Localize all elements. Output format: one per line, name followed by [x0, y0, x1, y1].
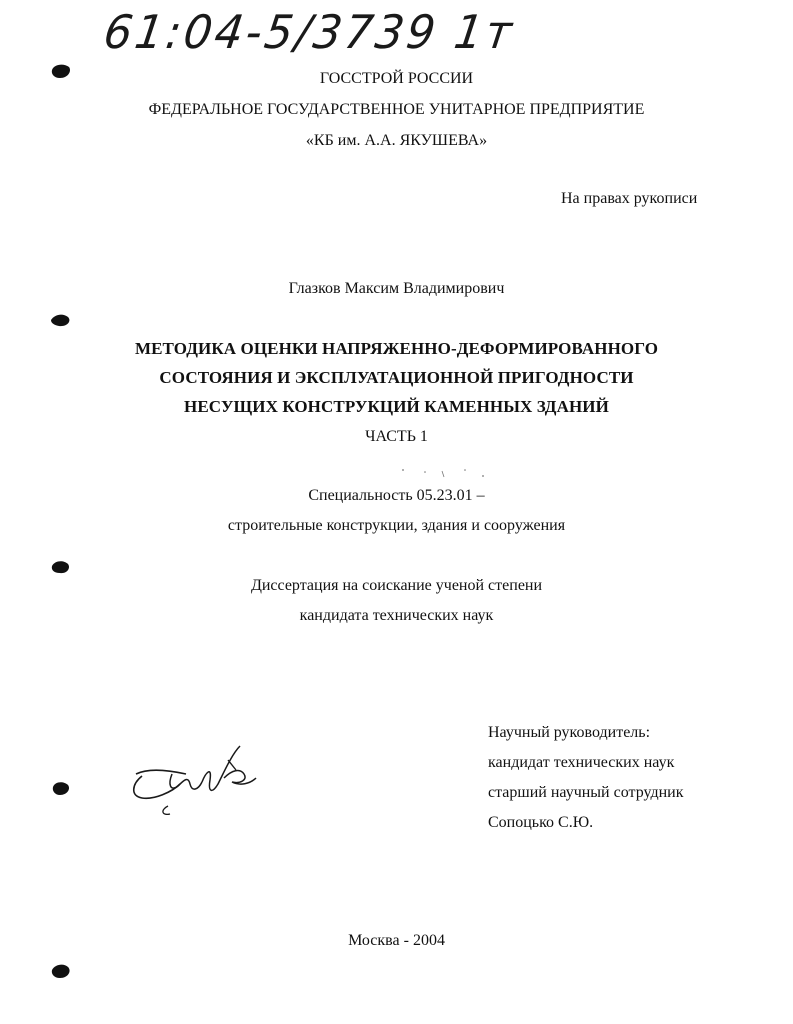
author-name: Глазков Максим Владимирович: [288, 280, 505, 297]
city-year: Москва - 2004: [348, 932, 445, 949]
org-gosstroy: ГОССТРОЙ РОССИИ: [319, 70, 474, 87]
binding-hole-icon: [50, 311, 72, 329]
dissertation-line-2: кандидата технических наук: [299, 607, 494, 624]
supervisor-degree: кандидат технических наук: [488, 754, 675, 771]
specialty-line-1: Специальность 05.23.01 –: [308, 487, 485, 504]
supervisor-label: Научный руководитель:: [488, 724, 651, 741]
scan-specks: [395, 462, 495, 482]
binding-hole-icon: [50, 779, 72, 797]
supervisor-position: старший научный сотрудник: [488, 784, 684, 801]
title-part: ЧАСТЬ 1: [365, 428, 428, 445]
org-enterprise: ФЕДЕРАЛЬНОЕ ГОСУДАРСТВЕННОЕ УНИТАРНОЕ ПРЕДПРИЯТИЕ: [148, 101, 645, 118]
rights-note: На правах рукописи: [561, 190, 698, 207]
title-line-2: СОСТОЯНИЯ И ЭКСПЛУАТАЦИОННОЙ ПРИГОДНОСТИ: [159, 368, 634, 387]
title-line-1: МЕТОДИКА ОЦЕНКИ НАПРЯЖЕННО-ДЕФОРМИРОВАННОГО: [134, 339, 659, 358]
binding-hole-icon: [50, 62, 72, 80]
specialty-line-2: строительные конструкции, здания и сооружения: [227, 517, 566, 534]
org-kb-name: «КБ им. А.А. ЯКУШЕВА»: [305, 132, 488, 149]
binding-hole-icon: [50, 558, 72, 576]
title-line-3: НЕСУЩИХ КОНСТРУКЦИЙ КАМЕННЫХ ЗДАНИЙ: [184, 397, 609, 416]
supervisor-name: Сопоцько С.Ю.: [488, 814, 594, 831]
signature-icon: [128, 740, 263, 820]
binding-hole-icon: [50, 962, 72, 980]
dissertation-line-1: Диссертация на соискание ученой степени: [250, 577, 543, 594]
handwritten-archive-code: 61:04-5/3739 1т: [100, 6, 519, 60]
